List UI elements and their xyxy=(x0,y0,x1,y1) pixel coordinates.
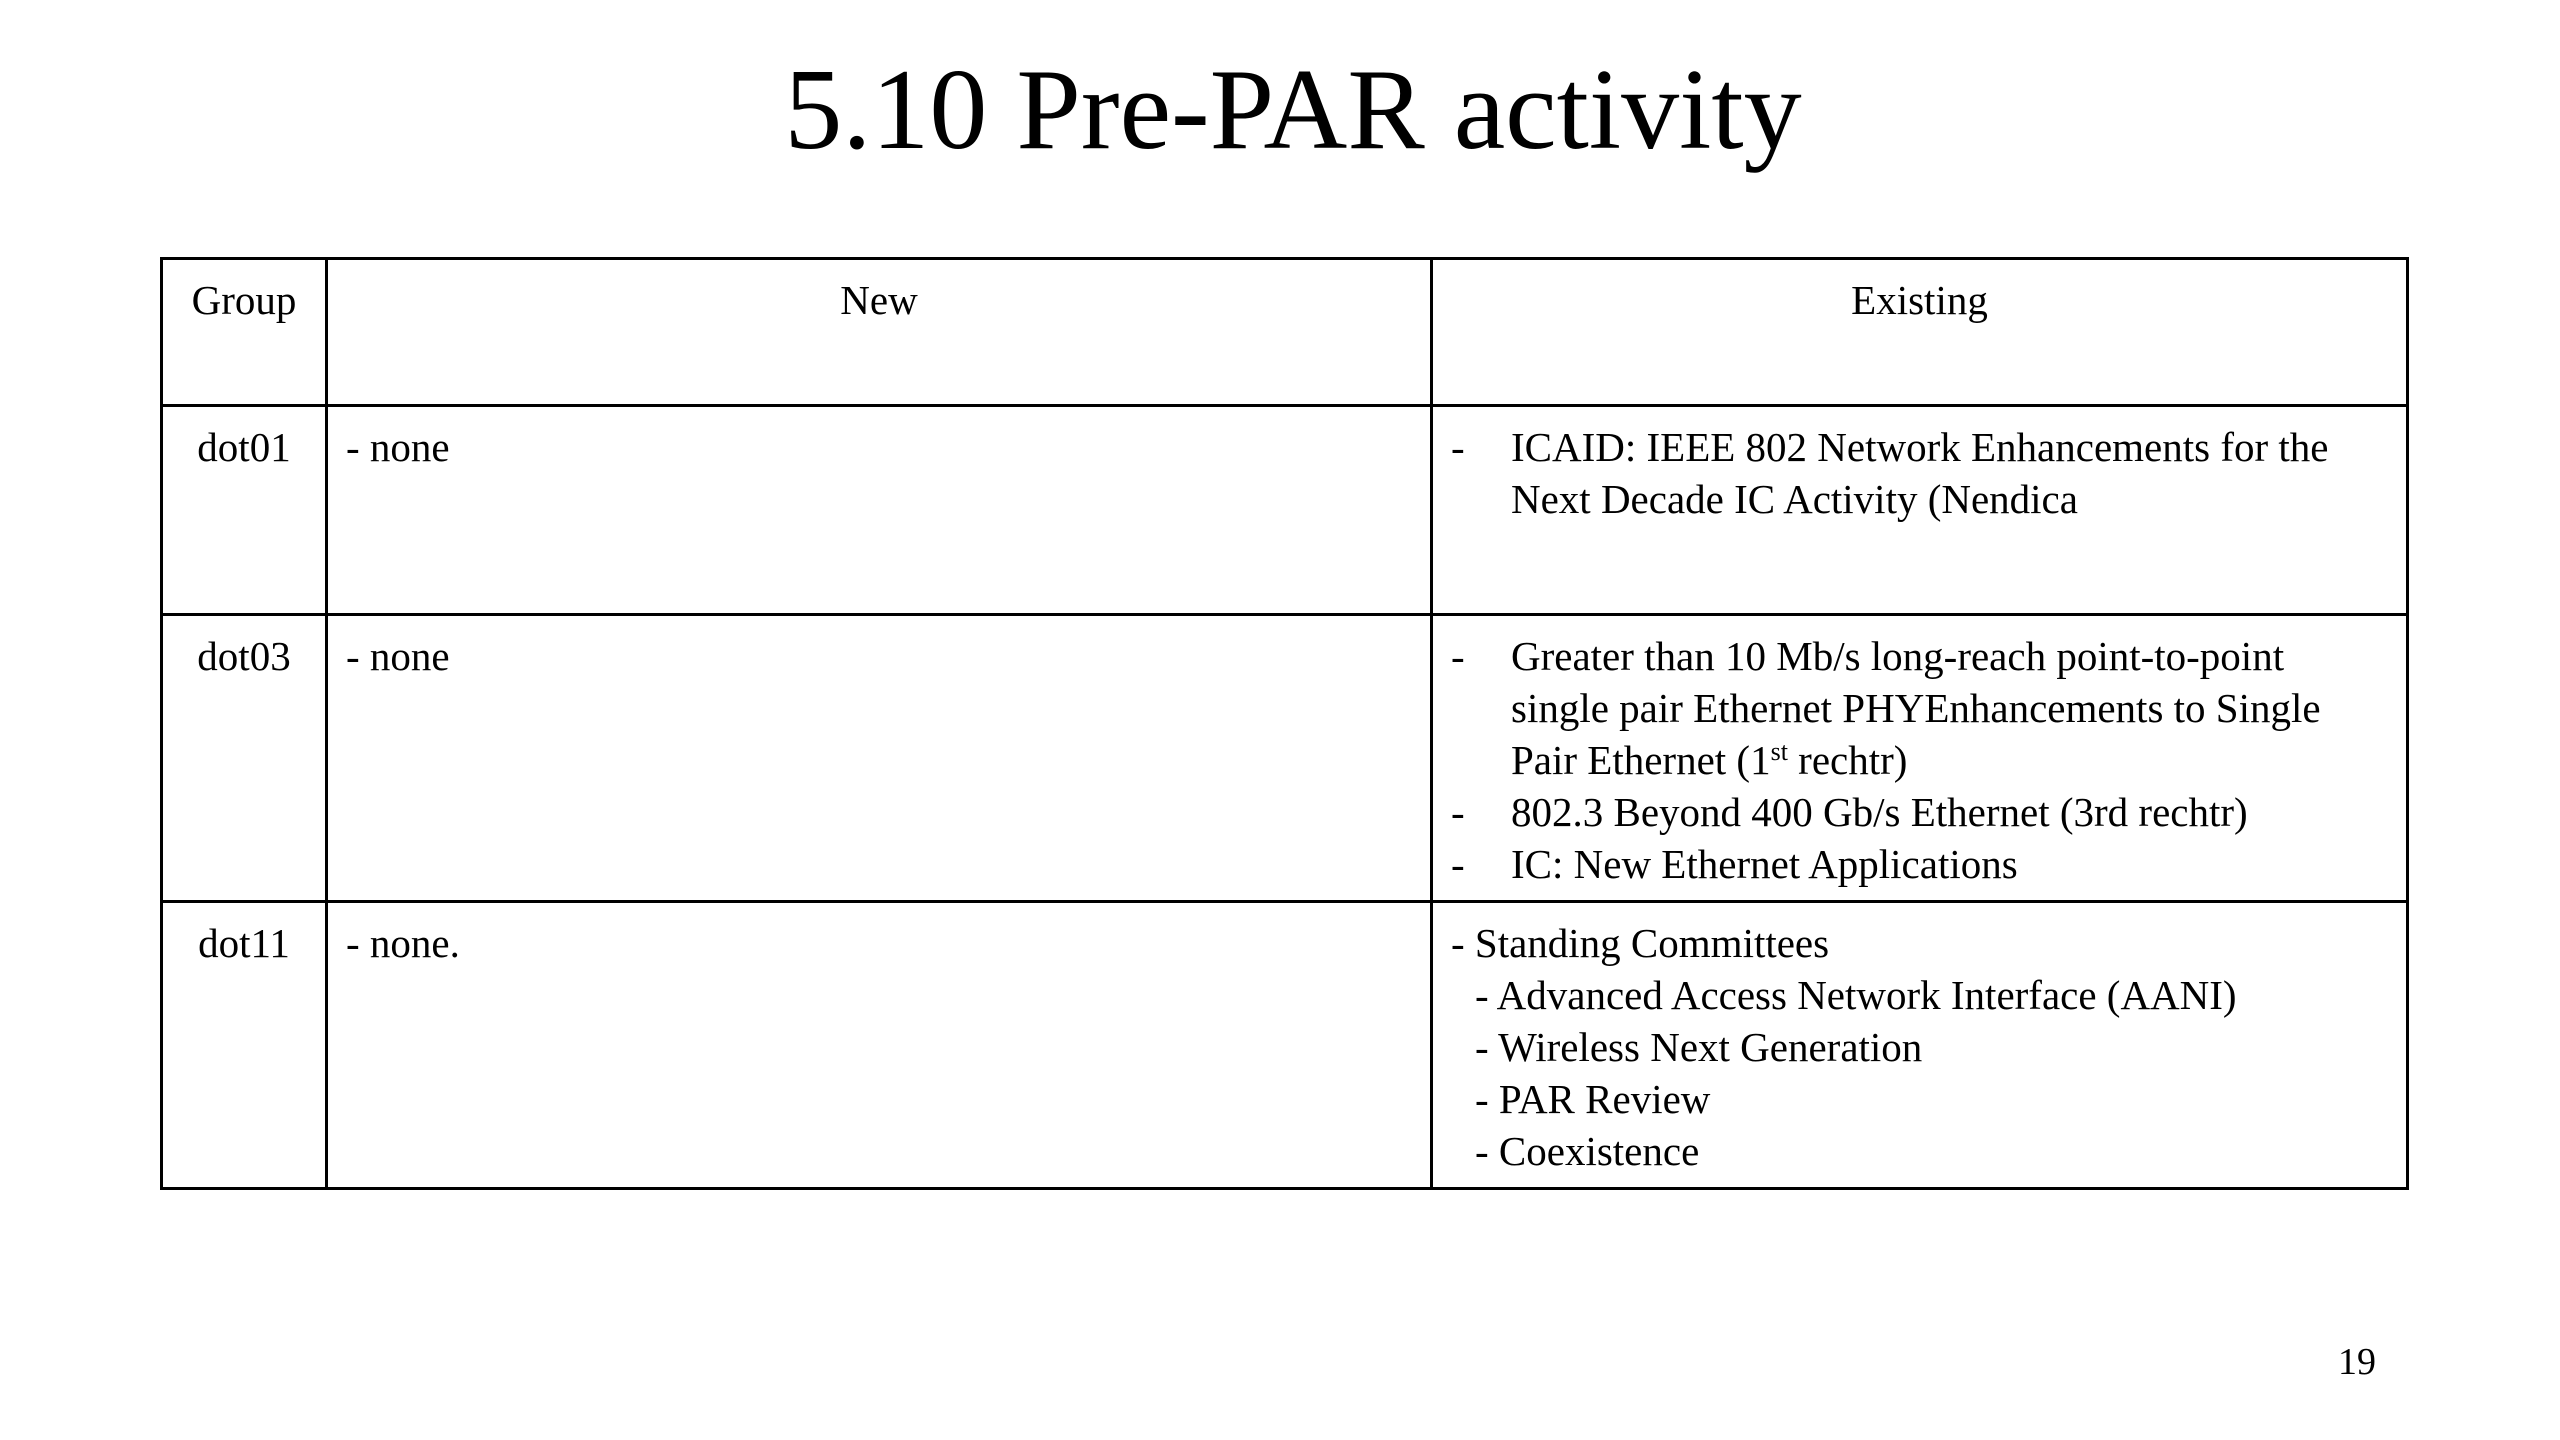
existing-cell xyxy=(1432,615,2408,902)
list-item-text: IC: New Ethernet Applications xyxy=(1511,841,2018,887)
new-cell: - none xyxy=(327,406,1432,615)
table-header-row xyxy=(162,259,2408,406)
existing-list xyxy=(1451,630,2388,890)
new-cell: - none. xyxy=(327,902,1432,1189)
existing-cell xyxy=(1432,406,2408,615)
list-item xyxy=(1451,786,2388,838)
list-dash: - xyxy=(1451,789,1465,835)
group-cell: dot11 xyxy=(162,902,327,1189)
list-item: - Coexistence xyxy=(1475,1128,1700,1174)
list-dash: - xyxy=(1451,424,1465,470)
list-item-text-tail: rechtr) xyxy=(1787,737,1908,783)
existing-cell xyxy=(1432,902,2408,1189)
group-cell: dot03 xyxy=(162,615,327,902)
list-item: - PAR Review xyxy=(1475,1076,1711,1122)
pre-par-table xyxy=(160,257,2409,1190)
table-row xyxy=(162,615,2408,902)
list-item-text-main: Greater than 10 Mb/s long-reach point-to-point single pair Ethernet PHYEnhancements to Single Pair Ethernet (1 xyxy=(1511,633,2321,783)
table-row xyxy=(162,406,2408,615)
list-item-text xyxy=(1511,633,2321,783)
header-new: New xyxy=(327,259,1432,406)
list-item xyxy=(1451,630,2388,786)
list-item-text: 802.3 Beyond 400 Gb/s Ethernet (3rd rechtr) xyxy=(1511,789,2248,835)
list-dash: - xyxy=(1451,841,1465,887)
list-item xyxy=(1451,421,2388,525)
list-item xyxy=(1451,838,2388,890)
header-group: Group xyxy=(162,259,327,406)
slide-title: 5.10 Pre-PAR activity xyxy=(784,46,1802,174)
list-item: - Wireless Next Generation xyxy=(1475,1024,1923,1070)
standing-committees-heading: - Standing Committees xyxy=(1451,920,1830,966)
new-cell: - none xyxy=(327,615,1432,902)
existing-list xyxy=(1451,421,2388,525)
list-dash: - xyxy=(1451,633,1465,679)
list-item-text: ICAID: IEEE 802 Network Enhancements for the Next Decade IC Activity (Nendica xyxy=(1511,424,2329,522)
page-number: 19 xyxy=(2338,1341,2376,1383)
header-existing: Existing xyxy=(1432,259,2408,406)
ordinal-superscript: st xyxy=(1770,737,1788,766)
standing-committees-list xyxy=(1451,969,2388,1177)
table-row xyxy=(162,902,2408,1189)
list-item: - Advanced Access Network Interface (AANI) xyxy=(1475,972,2237,1018)
group-cell: dot01 xyxy=(162,406,327,615)
